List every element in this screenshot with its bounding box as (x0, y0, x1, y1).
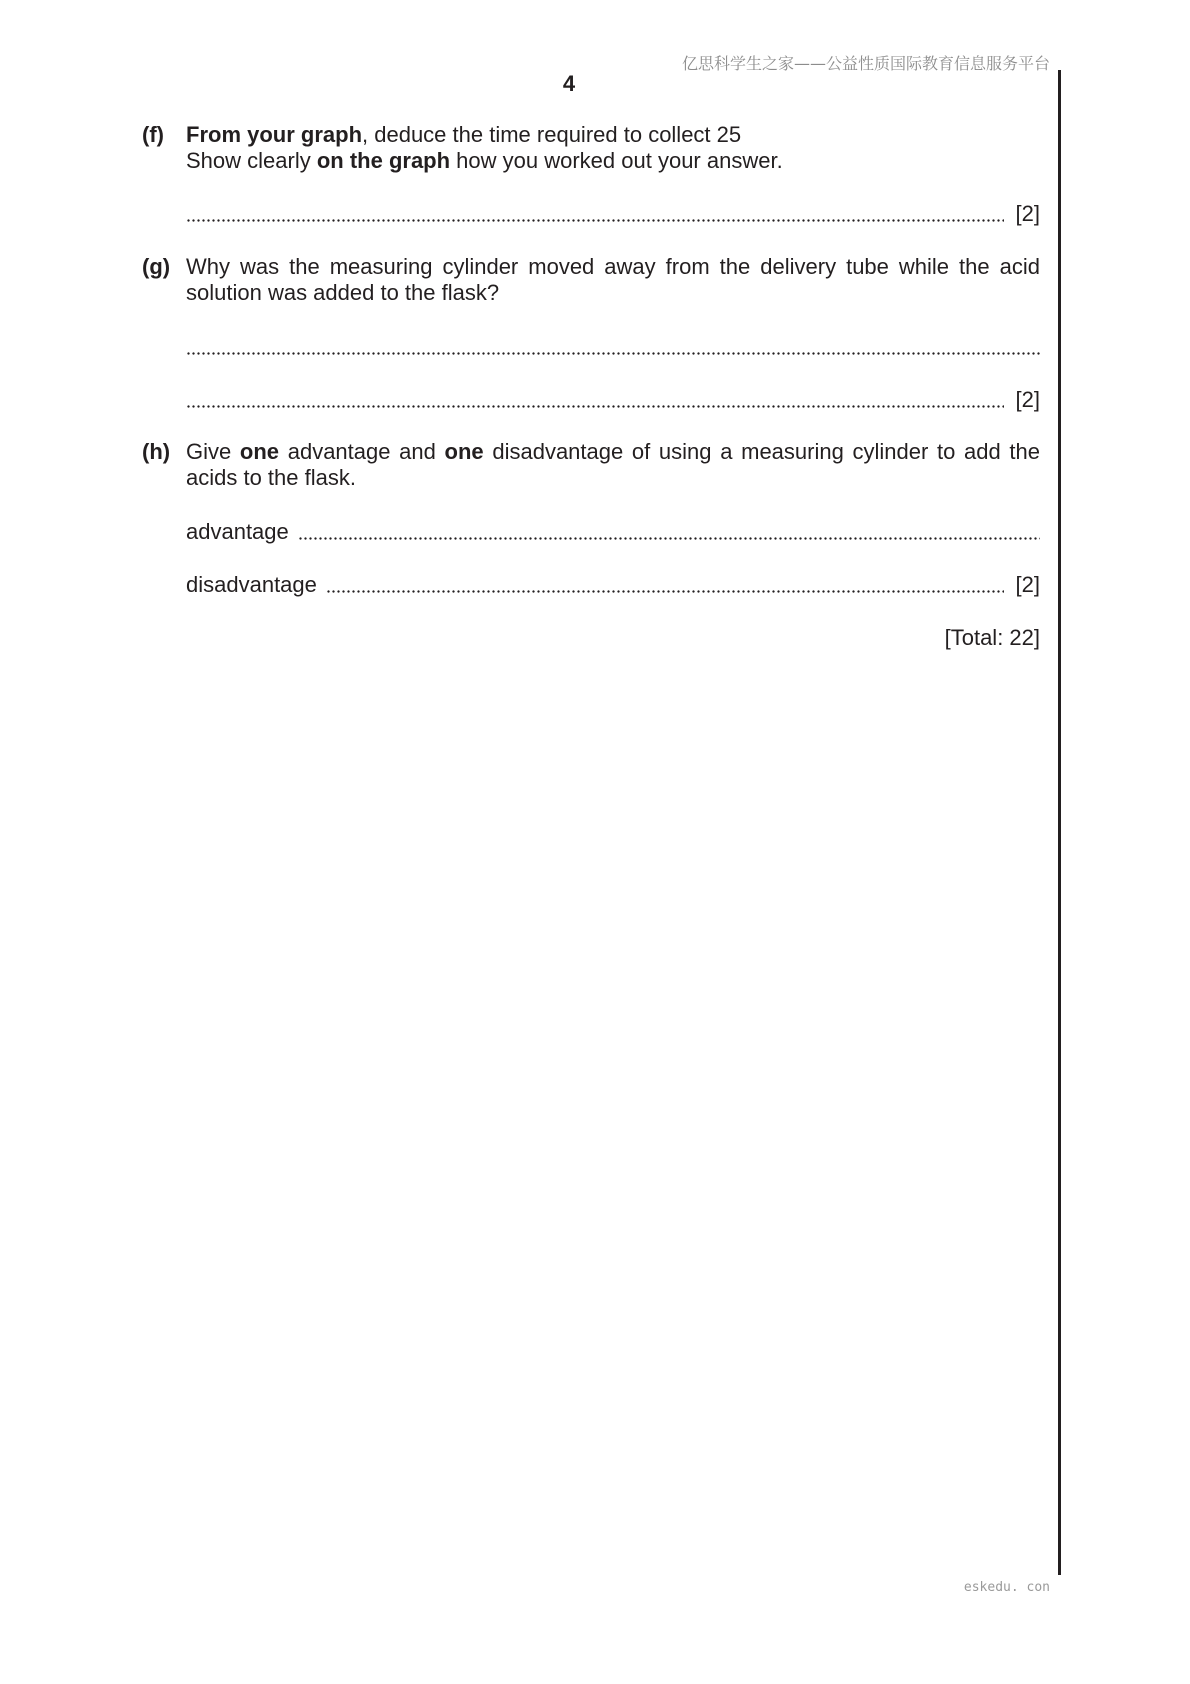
question-f-line-2-text-b: how you worked out your answer. (450, 148, 783, 173)
question-h-text-a: Give (186, 439, 240, 464)
answer-line-dots (186, 352, 1040, 355)
answer-line-dots (186, 219, 1004, 222)
footer-watermark: eskedu. con (963, 1580, 1050, 1595)
header-watermark: 亿思科学生之家——公益性质国际教育信息服务平台 (681, 54, 1050, 73)
question-f-bold-on-the-graph: on the graph (316, 148, 451, 173)
question-f-line-1 (186, 122, 1040, 148)
question-h-text-c: disadvantage of using a measuring cylinder to add the acids to the flask. (186, 439, 1040, 490)
question-h-advantage-line (186, 519, 1040, 545)
question-f-line-2-text-a: Show clearly (186, 148, 317, 173)
question-g-marks: [2] (1015, 387, 1040, 412)
question-g-label: (g) (142, 254, 171, 279)
right-margin-rule (1058, 70, 1061, 1575)
question-h-text (186, 439, 1040, 491)
question-h-text-b: advantage and (279, 439, 445, 464)
answer-line-dots (326, 590, 1004, 593)
question-f-marks: [2] (1015, 201, 1040, 226)
question-g-answer-line-2 (186, 387, 1040, 413)
question-h-bold-one-a: one (239, 439, 280, 464)
question-g-answer-line-1 (186, 334, 1040, 360)
question-f-line-2 (186, 148, 1040, 174)
question-h-marks: [2] (1015, 572, 1040, 597)
question-f-answer-line (186, 201, 1040, 227)
question-g-text: Why was the measuring cylinder moved away from the delivery tube while the acid solution was added to the flask? (186, 254, 1040, 305)
question-f-line-1-text: , deduce the time required to collect 25 (362, 122, 742, 147)
question-f-bold-from-your-graph: From your graph (186, 122, 363, 147)
answer-line-dots (298, 537, 1040, 540)
page-number: 4 (562, 71, 576, 96)
total-marks: [Total: 22] (944, 625, 1040, 650)
question-h-bold-one-b: one (444, 439, 484, 464)
disadvantage-label: disadvantage (186, 572, 317, 597)
advantage-label: advantage (186, 519, 289, 544)
question-h-label: (h) (142, 439, 171, 464)
answer-line-dots (186, 405, 1004, 408)
question-h-disadvantage-line (186, 572, 1040, 598)
question-f-label: (f) (142, 122, 164, 147)
